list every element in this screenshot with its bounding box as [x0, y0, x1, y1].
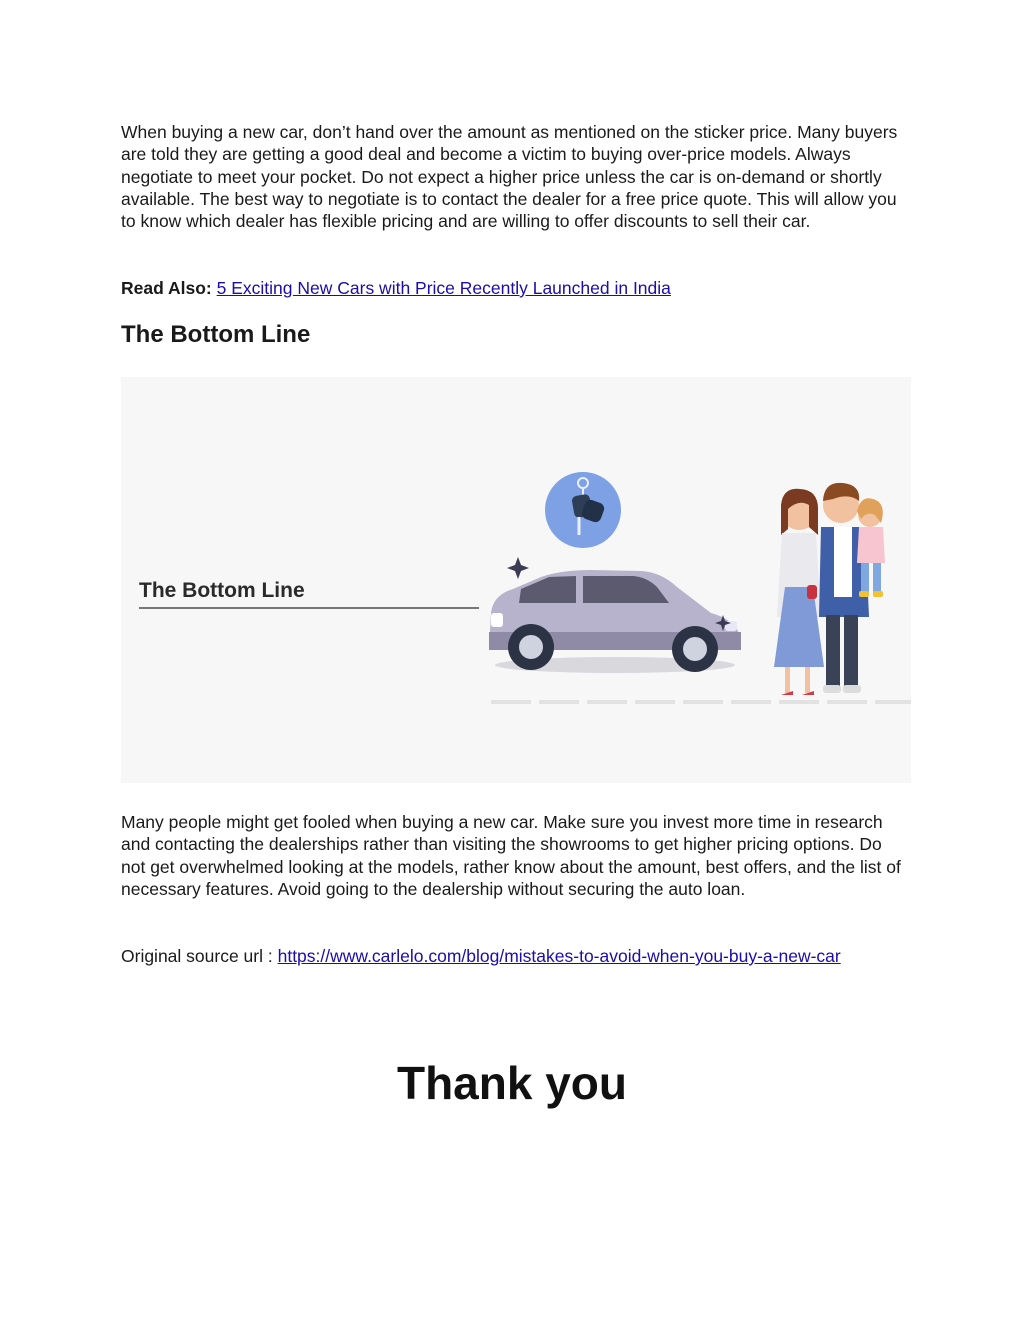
illustration-svg: [121, 377, 911, 783]
source-label: Original source url :: [121, 946, 278, 966]
thank-you-heading: Thank you: [396, 1057, 628, 1109]
source-line: [121, 945, 891, 967]
read-also-link[interactable]: 5 Exciting New Cars with Price Recently Launched in India: [216, 278, 671, 298]
bottom-line-illustration: [121, 377, 911, 783]
conclusion-paragraph: Many people might get fooled when buying a new car. Make sure you invest more time in research and contacting the dealerships rather than visiting the showrooms to get higher pricing options. Do not get overwhelmed looking at the models, rather know about the amount, best offers, and the list of necessary features. Avoid going to the dealership without securing the auto loan.: [121, 812, 901, 899]
source-link[interactable]: https://www.carlelo.com/blog/mistakes-to-avoid-when-you-buy-a-new-car: [277, 946, 841, 966]
section-heading: The Bottom Line: [121, 321, 311, 348]
car-key-icon: [545, 472, 621, 548]
intro-paragraph: When buying a new car, don’t hand over the amount as mentioned on the sticker price. Many buyers are told they are getting a good deal and become a victim to buying over-price models. Always negotiate to meet your pocket. Do not expect a higher price unless the car is on-demand or shortly available. The best way to negotiate is to contact the dealer for a free price quote. This will allow you to know which dealer has flexible pricing and are willing to offer discounts to sell their car.: [121, 122, 898, 232]
read-also-line: [121, 277, 671, 299]
illustration-caption: The Bottom Line: [139, 579, 305, 602]
read-also-label: Read Also:: [121, 278, 212, 298]
